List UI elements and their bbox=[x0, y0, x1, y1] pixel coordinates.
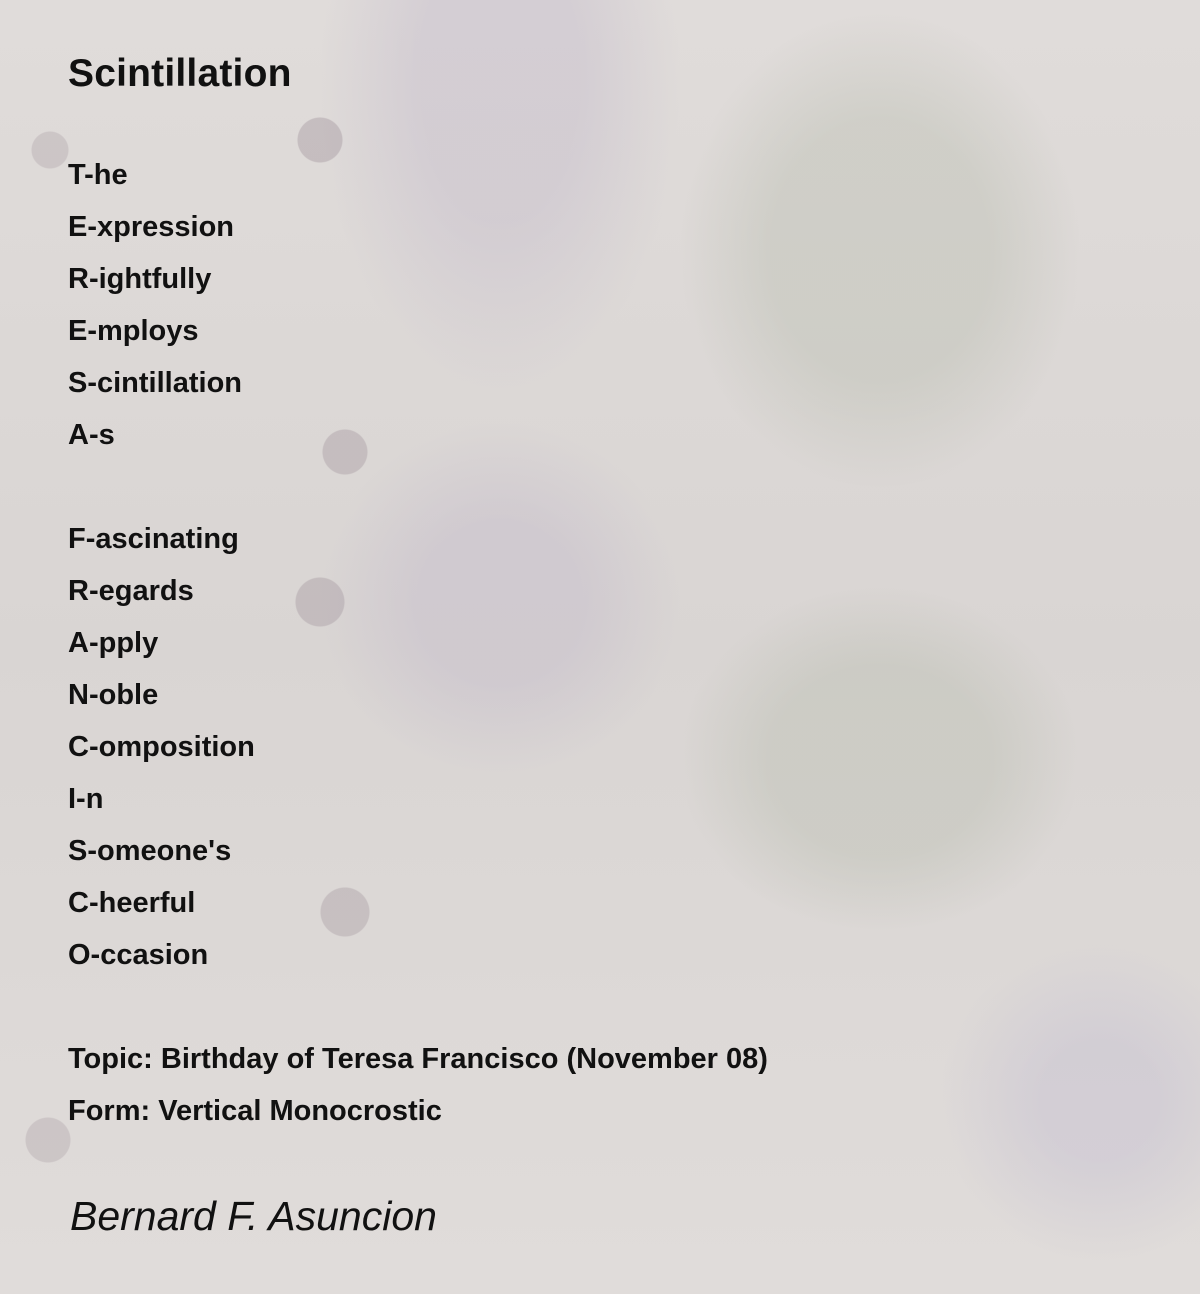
poem-line: S-omeone's bbox=[68, 835, 232, 867]
poem-meta bbox=[68, 1033, 768, 1137]
poem-form: Form: Vertical Monocrostic bbox=[68, 1095, 442, 1127]
poem-line: T-he bbox=[68, 159, 128, 191]
poem-line: R-ightfully bbox=[68, 263, 212, 295]
poem-line: C-omposition bbox=[68, 731, 255, 763]
poem-title: Scintillation bbox=[68, 52, 292, 95]
poem-line: R-egards bbox=[68, 575, 194, 607]
poem-line: A-pply bbox=[68, 627, 159, 659]
poem-line: A-s bbox=[68, 419, 115, 451]
poem-stanza-2 bbox=[68, 513, 255, 981]
poem-topic: Topic: Birthday of Teresa Francisco (November 08) bbox=[68, 1043, 768, 1075]
poem-line: I-n bbox=[68, 783, 104, 815]
poem-line: C-heerful bbox=[68, 887, 196, 919]
poem-line: E-xpression bbox=[68, 211, 234, 243]
poem-line: O-ccasion bbox=[68, 939, 209, 971]
poem-author: Bernard F. Asuncion bbox=[70, 1193, 437, 1239]
poem-line: F-ascinating bbox=[68, 523, 239, 555]
poem-stanza-1 bbox=[68, 149, 242, 461]
poem-line: E-mploys bbox=[68, 315, 199, 347]
poem-line: N-oble bbox=[68, 679, 159, 711]
poem-line: S-cintillation bbox=[68, 367, 242, 399]
